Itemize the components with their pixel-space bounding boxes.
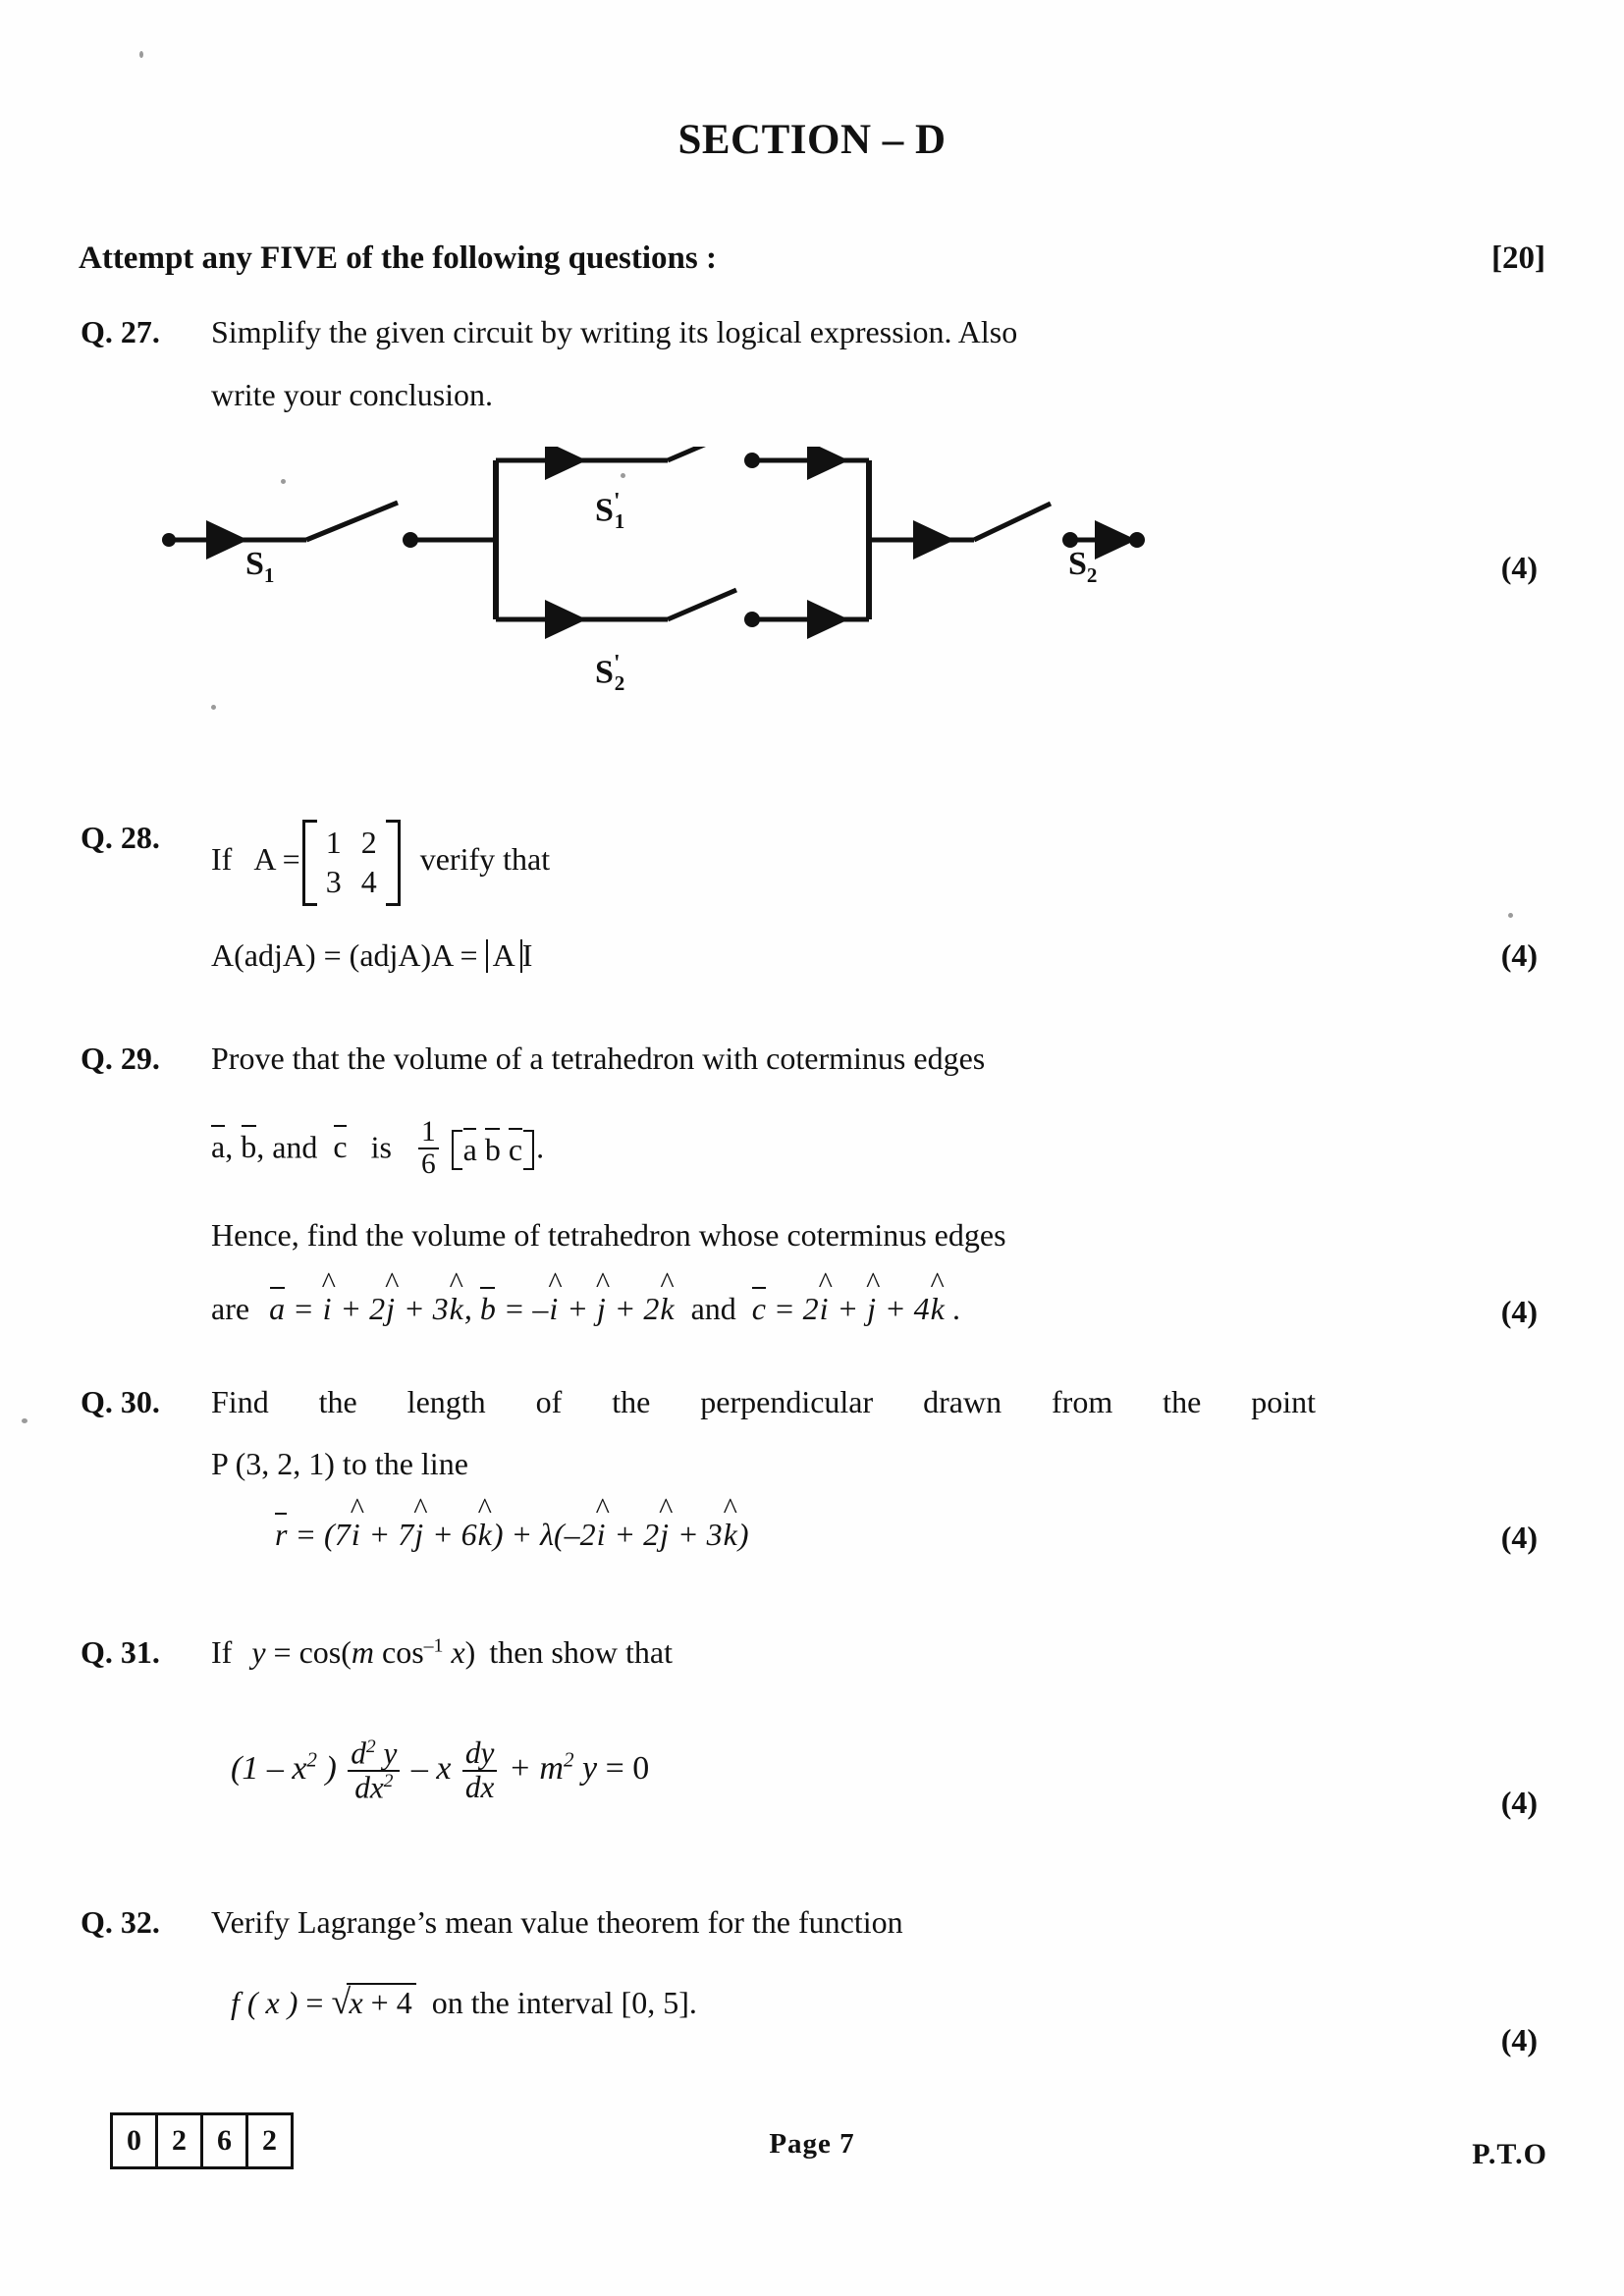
section-total-marks: [20] [1491, 240, 1545, 276]
scan-speck [139, 51, 143, 58]
fraction-one-sixth: $\frac{1}{6}$ [418, 1117, 439, 1180]
question-29-are-label: are [211, 1291, 250, 1326]
question-29-vectors-line: are a = i ^ + 2j ^ + 3k ^, b = –i ^ + j ^ + 2k ^ and c = 2i ^ + j ^ + 4k ^ . [211, 1291, 961, 1327]
question-30-line2: P (3, 2, 1) to the line [211, 1446, 468, 1481]
question-31-number: Q. 31. [81, 1634, 160, 1670]
circuit-label-s2: $S_2$ [1068, 546, 1098, 587]
question-32-interval-text: on the interval [0, 5]. [431, 1985, 697, 2020]
question-30-equation: r = (7i ^ + 7j ^ + 6k ^) + λ(–2i ^ + 2j ^ + 3k ^) [275, 1517, 748, 1553]
question-31-marks: (4) [1500, 1785, 1538, 1820]
vector-c: c [333, 1129, 348, 1165]
question-29-number: Q. 29. [81, 1041, 160, 1076]
question-28-tail: verify that [419, 841, 551, 878]
question-29-formula-line: a, b, and c is $\frac{1}{6}$ a b c . [211, 1116, 545, 1180]
code-digit: 6 [203, 2115, 248, 2166]
question-27-line2: write your conclusion. [211, 377, 494, 412]
question-29-marks: (4) [1500, 1294, 1538, 1329]
switching-circuit-output-svg [933, 447, 1188, 643]
question-30-line1: Find the length of the perpendicular drawn from the point [211, 1384, 1316, 1419]
vector-b-def: b [479, 1291, 496, 1326]
vector-c-def: c [751, 1291, 766, 1326]
question-29-and-label: and [690, 1291, 736, 1326]
question-28-number: Q. 28. [81, 820, 160, 855]
code-digit: 0 [113, 2115, 158, 2166]
vector-b: b [241, 1129, 257, 1165]
code-digit: 2 [262, 2124, 277, 2157]
matrix-A [302, 820, 401, 906]
scan-speck [22, 1418, 27, 1423]
question-31-suffix: then show that [489, 1634, 673, 1670]
scalar-triple-product-bracket: a b c [452, 1130, 534, 1170]
section-title: SECTION – D [677, 117, 947, 163]
switching-circuit-svg [157, 447, 962, 780]
question-27-number: Q. 27. [81, 314, 160, 349]
question-28-marks: (4) [1500, 937, 1538, 973]
determinant-bars: A [486, 939, 522, 973]
switching-circuit-figure [157, 447, 962, 780]
question-28-lead: If [211, 841, 233, 878]
square-root: √ x + 4 [331, 1983, 415, 2021]
pto-label: P.T.O [1472, 2138, 1547, 2170]
matrix-cell: 3 [325, 863, 342, 899]
question-32-number: Q. 32. [81, 1904, 160, 1940]
question-29-line3: Hence, find the volume of tetrahedron whose coterminus edges [211, 1217, 1006, 1253]
question-28-matrix-symbol: A = [253, 841, 300, 878]
matrix-cell: 4 [360, 863, 377, 899]
question-32-line1: Verify Lagrange’s mean value theorem for the function [211, 1904, 903, 1940]
circuit-label-s1-prime: $S'_1$ [595, 488, 625, 534]
vector-r: r [275, 1517, 288, 1552]
matrix-cell: 1 [325, 825, 342, 860]
matrix-cell: 2 [360, 825, 377, 860]
circuit-label-s1: $S_1$ [245, 546, 275, 587]
question-28-statement [211, 820, 550, 906]
question-30-number: Q. 30. [81, 1384, 160, 1419]
switching-circuit-output [933, 447, 1188, 643]
question-32-marks: (4) [1500, 2022, 1538, 2057]
second-derivative: $\frac{d^2 y}{dx^2}$ [348, 1737, 400, 1805]
question-30-marks: (4) [1500, 1520, 1538, 1555]
code-digit: 2 [158, 2115, 203, 2166]
question-28-equation: A(adjA) = (adjA)A = A I [211, 937, 533, 973]
question-27-marks: (4) [1500, 550, 1538, 585]
page-number-label: Page 7 [769, 2128, 855, 2160]
question-31-equation: ($1 - x^2$ ) $\frac{d^2 y}{dx^2}$ – x $\frac{dy}{dx}$ + $m^2$ y = 0 [231, 1735, 650, 1805]
scan-speck [1508, 913, 1513, 918]
vector-a-def: a [269, 1291, 286, 1326]
circuit-label-s2-prime: $S'_2$ [595, 650, 625, 696]
question-32-equation: f ( x ) = √ x + 4 on the interval [0, 5]. [231, 1983, 697, 2021]
attempt-instruction: Attempt any FIVE of the following questions : [79, 240, 717, 276]
question-29-line1: Prove that the volume of a tetrahedron with coterminus edges [211, 1041, 986, 1076]
first-derivative: $\frac{dy}{dx}$ [462, 1737, 498, 1804]
vector-a: a [211, 1129, 226, 1165]
question-31-statement: If y = cos(m $\cos^{-1} x$) then show that [211, 1634, 673, 1670]
question-31-if-label: If [211, 1634, 233, 1670]
question-27-line1: Simplify the given circuit by writing its logical expression. Also [211, 314, 1018, 349]
